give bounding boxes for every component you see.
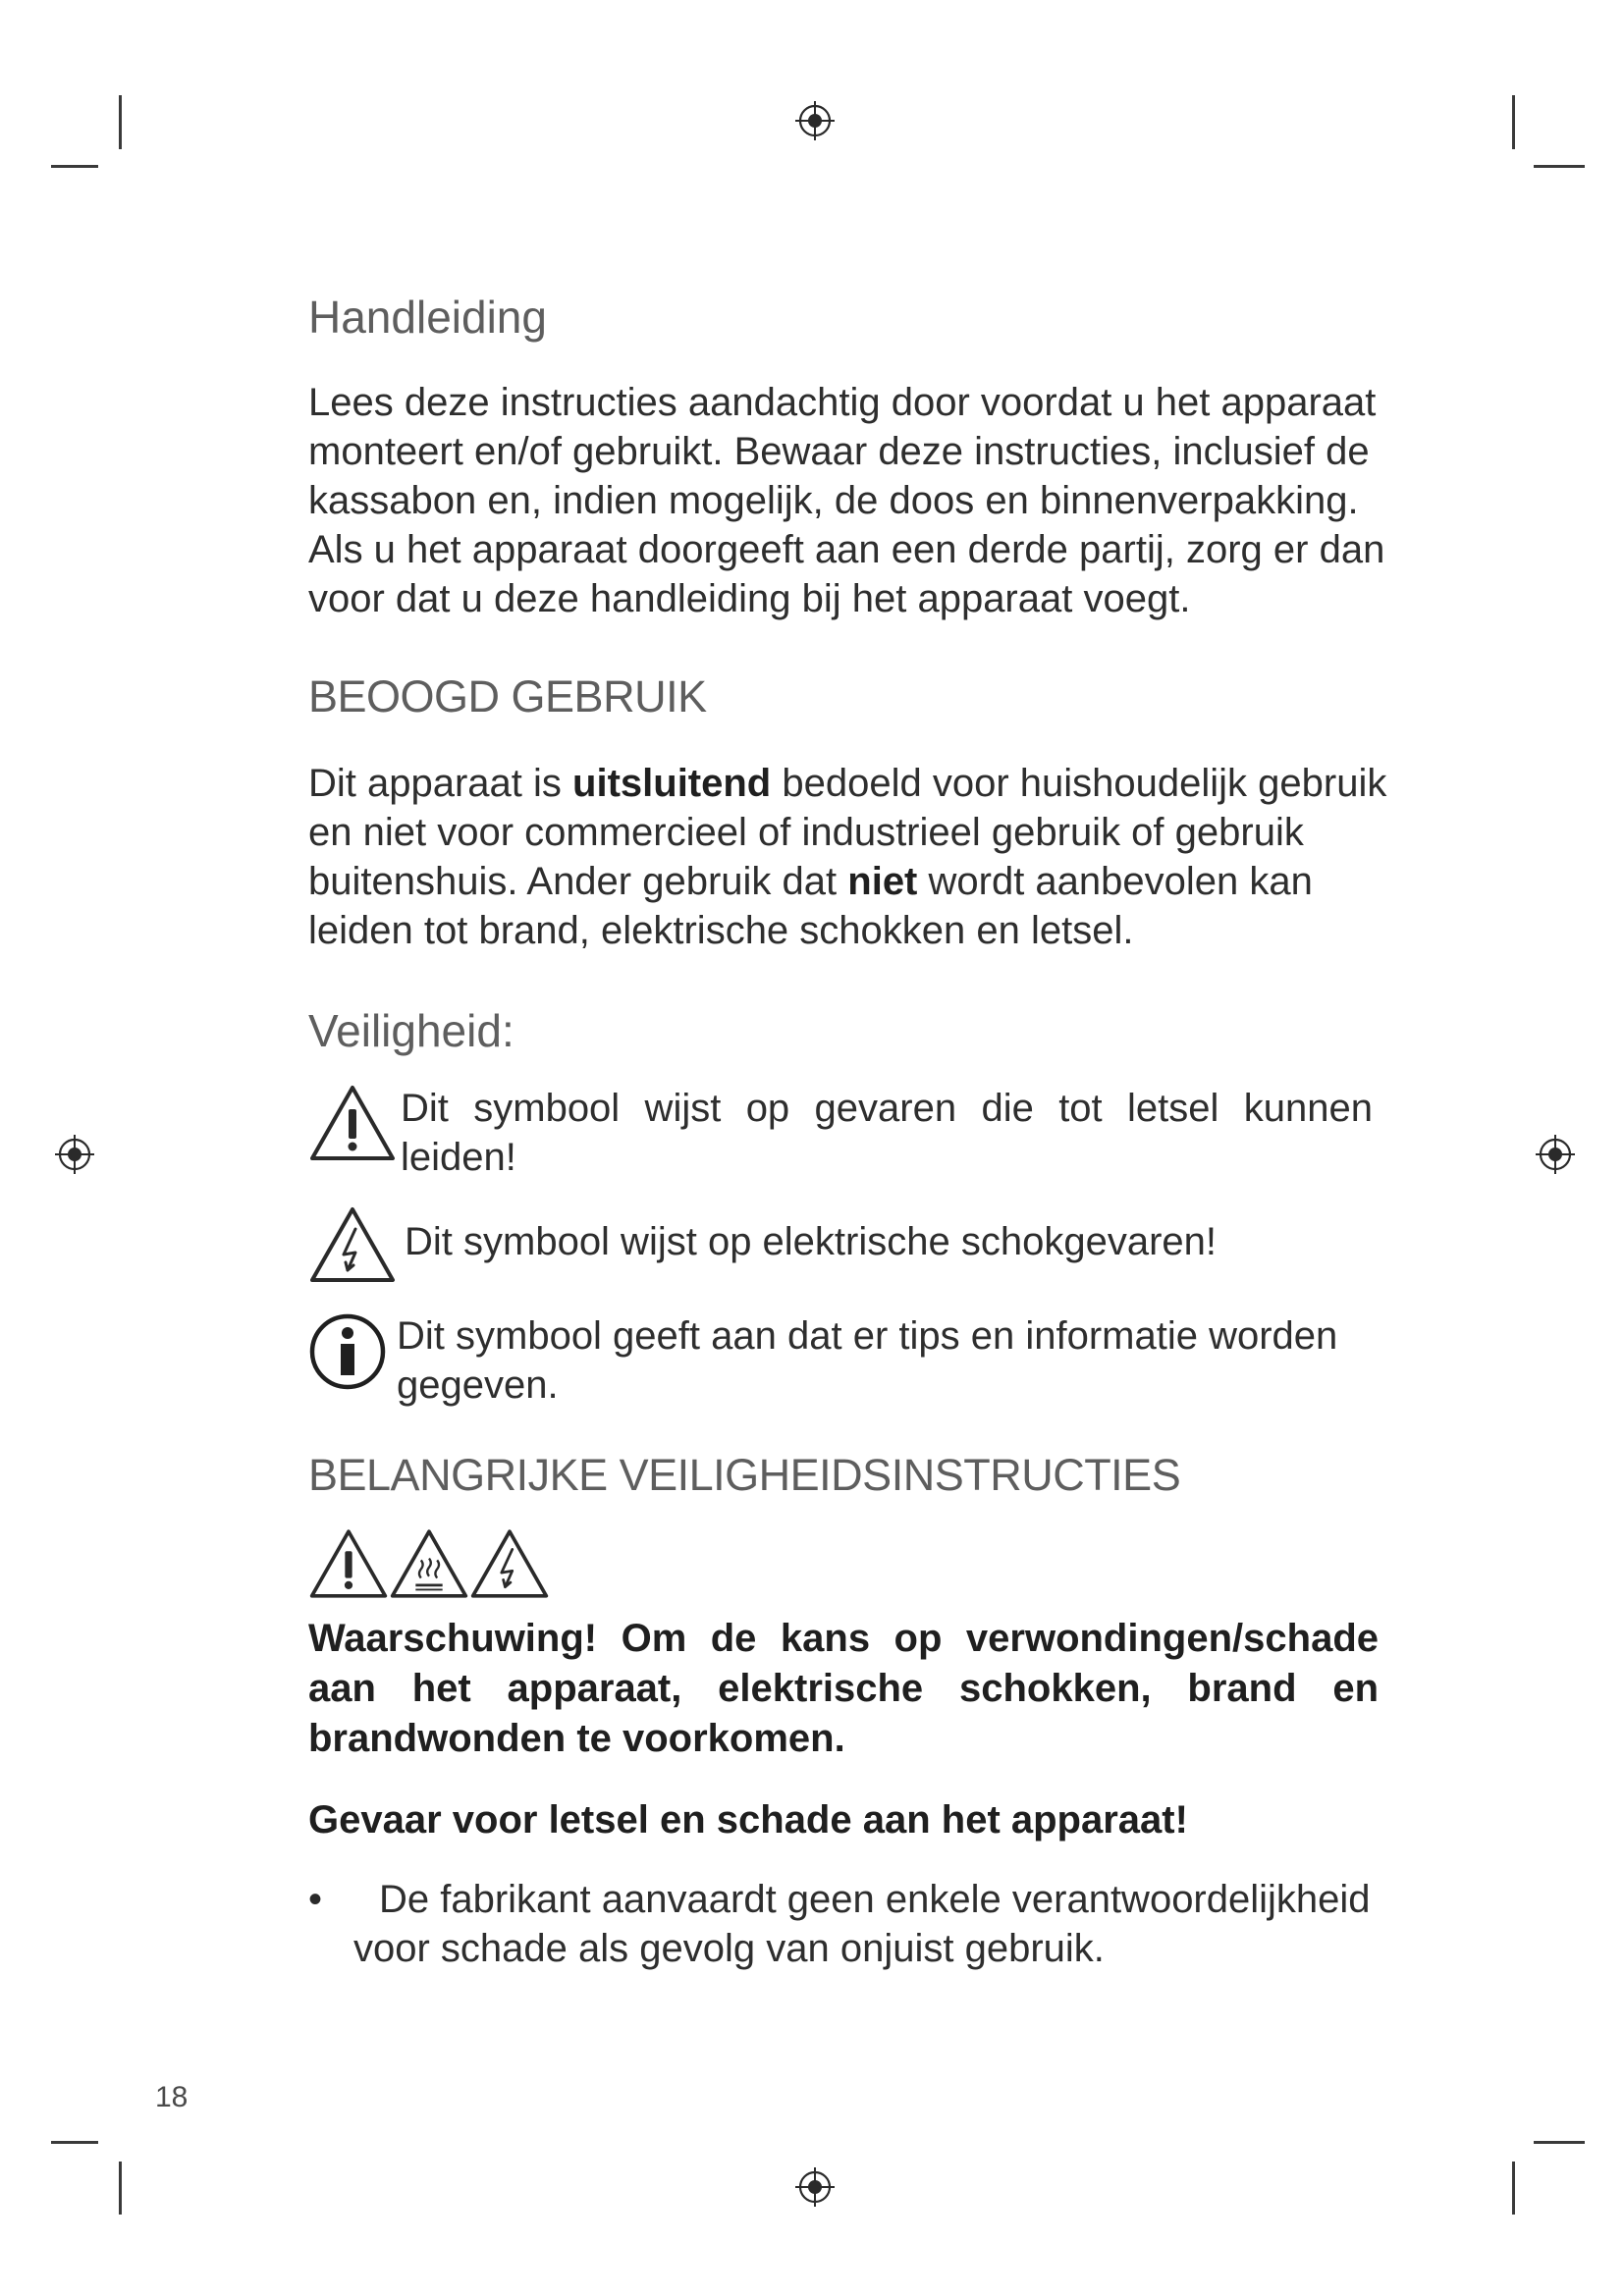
bullet-text: De fabrikant aanvaardt geen enkele verantwoordelijkheid voor schade als gevolg van onjuist gebruik.: [353, 1878, 1371, 1971]
page-content: [308, 291, 1413, 1973]
crop-mark-top-left-h: [51, 165, 98, 168]
list-item: [308, 1875, 1413, 1973]
emphasis-text: niet: [847, 860, 918, 904]
crop-mark-top-left-v: [119, 95, 122, 149]
symbol-text: Dit symbool wijst op elektrische schokgevaren!: [405, 1220, 1218, 1264]
warning-triangle-icon: [308, 1084, 397, 1162]
symbol-row-electric: [308, 1205, 1413, 1284]
safety-heading: Veiligheid:: [308, 1005, 514, 1057]
electric-shock-icon: [308, 1205, 397, 1284]
registration-mark-icon: [55, 1135, 94, 1174]
crop-mark-top-right-h: [1534, 165, 1585, 168]
warning-triangle-icon: [308, 1527, 389, 1600]
danger-heading: Gevaar voor letsel en schade aan het apparaat!: [308, 1798, 1188, 1842]
intended-use-heading: BEOOGD GEBRUIK: [308, 671, 707, 722]
page-number: 18: [155, 2081, 189, 2113]
hazard-icons-row: [308, 1527, 1413, 1600]
symbol-text: Dit symbool geeft aan dat er tips en informatie worden gegeven.: [397, 1314, 1338, 1408]
intended-use-paragraph: Dit apparaat is uitsluitend bedoeld voor huishoudelijk gebruik en niet voor commercieel of industrieel gebruik of gebruik buitenshuis. Ander gebruik dat niet wordt aanbevolen kan leiden tot brand, elektrische schokken en letsel.: [308, 762, 1387, 953]
symbol-row-warning: [308, 1084, 1413, 1182]
intro-paragraph: Lees deze instructies aandachtig door voordat u het apparaat monteert en/of gebruikt. Bewaar deze instructies, inclusief de kassabon en, indien mogelijk, de doos en binnenverpakking. Als u het apparaat doorgeeft aan een derde partij, zorg er dan voor dat u deze handleiding bij het apparaat voegt.: [308, 381, 1385, 621]
crop-mark-bottom-right-h: [1534, 2141, 1585, 2144]
hot-surface-icon: [389, 1527, 469, 1600]
crop-mark-bottom-left-h: [51, 2141, 98, 2144]
info-icon: [308, 1311, 389, 1392]
registration-mark-icon: [1536, 1135, 1575, 1174]
emphasis-text: uitsluitend: [572, 762, 772, 806]
crop-mark-bottom-right-v: [1512, 2162, 1515, 2215]
registration-mark-icon: [795, 101, 835, 140]
registration-mark-icon: [795, 2167, 835, 2207]
crop-mark-bottom-left-v: [119, 2162, 122, 2215]
page-title: Handleiding: [308, 292, 547, 343]
crop-mark-top-right-v: [1512, 95, 1515, 149]
important-heading: BELANGRIJKE VEILIGHEIDSINSTRUCTIES: [308, 1450, 1181, 1501]
electric-shock-icon: [469, 1527, 550, 1600]
warning-paragraph: Waarschuwing! Om de kans op verwondingen/schade aan het apparaat, elektrische schokken, brand en brandwonden te voorkomen.: [308, 1617, 1379, 1761]
symbol-row-info: [308, 1311, 1413, 1410]
symbol-text: Dit symbool wijst op gevaren die tot letsel kunnen leiden!: [401, 1087, 1373, 1180]
bullet-icon: •: [308, 1878, 323, 1922]
